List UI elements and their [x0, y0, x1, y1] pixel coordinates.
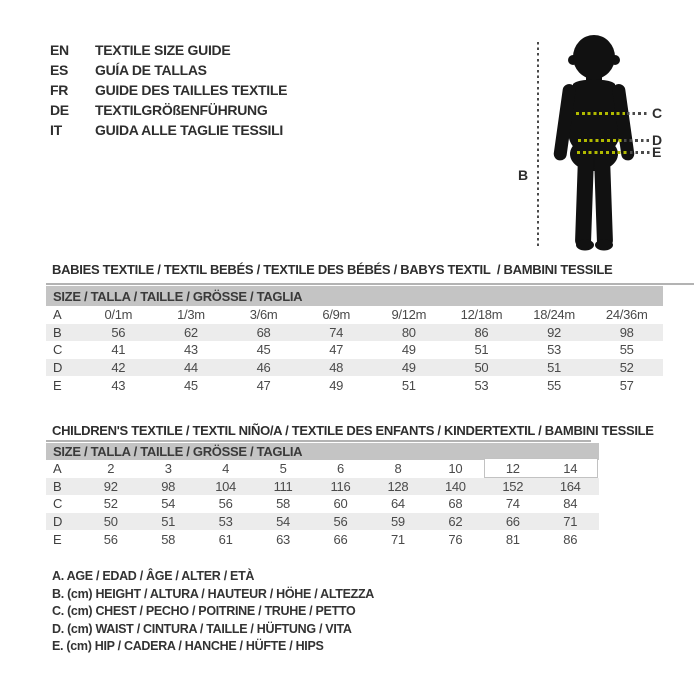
chest-measure-leader: [627, 112, 649, 115]
table-cell: 152: [502, 478, 524, 494]
table-cell: 51: [547, 360, 561, 376]
table-cell: 71: [563, 514, 578, 530]
table-cell: 140: [444, 478, 466, 494]
hip-measure-line: [577, 151, 628, 154]
table-cell: 3: [164, 461, 172, 477]
table-cell: 18/24m: [533, 307, 575, 323]
children-size-table: [46, 443, 599, 548]
hip-label: E: [652, 144, 662, 160]
table-cell: 51: [161, 514, 176, 530]
table-cell: 56: [333, 514, 348, 530]
table-row: [46, 495, 599, 513]
language-code: IT: [50, 122, 62, 138]
babies-table-rows: [46, 306, 663, 394]
table-row: [46, 460, 599, 478]
table-cell: 66: [505, 514, 520, 530]
table-cell: 50: [474, 360, 489, 376]
table-cell: 48: [329, 360, 344, 376]
language-code: EN: [50, 42, 69, 58]
height-label: B: [518, 167, 529, 183]
table-cell: 14: [563, 461, 578, 477]
table-cell: 55: [619, 342, 634, 358]
table-cell: 49: [401, 342, 416, 358]
table-cell: 81: [505, 531, 520, 547]
table-row: [46, 513, 599, 531]
table-cell: 52: [103, 496, 118, 512]
child-silhouette-figure: [515, 28, 695, 260]
table-cell: 0/1m: [104, 307, 133, 323]
legend-line: C. (cm) CHEST / PECHO / POITRINE / TRUHE / PETTO: [52, 604, 356, 619]
table-cell: 12/18m: [460, 307, 503, 323]
table-cell: 104: [215, 478, 236, 494]
row-label: D: [53, 360, 63, 376]
chest-measure-line: [576, 112, 625, 115]
table-cell: 64: [390, 496, 405, 512]
language-code: DE: [50, 102, 69, 118]
table-cell: 84: [563, 496, 578, 512]
measurement-legend: [52, 569, 374, 657]
table-cell: 10: [448, 461, 463, 477]
legend-line: E. (cm) HIP / CADERA / HANCHE / HÜFTE / HIPS: [52, 639, 324, 654]
table-cell: 47: [329, 342, 344, 358]
language-row: [50, 80, 287, 100]
language-label: TEXTILGRÖßENFÜHRUNG: [95, 102, 268, 118]
table-cell: 68: [256, 324, 271, 340]
table-cell: 9/12m: [391, 307, 427, 323]
hip-measure-leader: [630, 151, 650, 154]
row-label: D: [53, 514, 63, 530]
language-row: [50, 40, 287, 60]
table-cell: 43: [184, 342, 198, 358]
children-table-top-rule: [46, 440, 591, 442]
table-row: [46, 530, 599, 548]
table-cell: 164: [559, 478, 581, 494]
table-cell: 56: [111, 324, 126, 340]
babies-table-header: SIZE / TALLA / TAILLE / GRÖSSE / TAGLIA: [46, 286, 663, 306]
babies-size-table: [46, 286, 663, 394]
table-row: [46, 478, 599, 496]
children-table-rows: [46, 460, 599, 548]
table-cell: 54: [161, 496, 176, 512]
table-row: [46, 341, 663, 359]
table-cell: 92: [103, 478, 118, 494]
language-label: TEXTILE SIZE GUIDE: [95, 42, 231, 58]
babies-section-title: BABIES TEXTILE / TEXTIL BEBÉS / TEXTILE DES BÉBÉS / BABYS TEXTIL / BAMBINI TESSILE: [52, 262, 613, 277]
table-cell: 86: [563, 531, 578, 547]
chest-label: C: [652, 105, 663, 121]
table-cell: 8: [394, 461, 402, 477]
row-label: C: [53, 342, 63, 358]
table-cell: 45: [184, 377, 198, 393]
waist-measure-line: [578, 139, 622, 142]
table-cell: 12: [505, 461, 520, 477]
children-section-title: CHILDREN'S TEXTILE / TEXTIL NIÑO/A / TEXTILE DES ENFANTS / KINDERTEXTIL / BAMBINI TESSILE: [52, 423, 654, 438]
table-cell: 55: [547, 377, 561, 393]
table-cell: 1/3m: [177, 307, 205, 323]
table-cell: 53: [474, 377, 489, 393]
table-cell: 4: [222, 461, 230, 477]
row-label: B: [53, 324, 62, 340]
table-cell: 59: [390, 514, 405, 530]
row-label: E: [53, 377, 62, 393]
row-label: E: [53, 531, 62, 547]
legend-line: D. (cm) WAIST / CINTURA / TAILLE / HÜFTUNG / VITA: [52, 621, 352, 636]
table-cell: 6: [337, 461, 344, 477]
table-cell: 53: [218, 514, 233, 530]
table-cell: 98: [619, 324, 634, 340]
table-cell: 53: [547, 342, 561, 358]
table-cell: 24/36m: [605, 307, 648, 323]
language-row: [50, 100, 287, 120]
table-cell: 62: [184, 324, 198, 340]
waist-label: D: [652, 132, 663, 148]
table-cell: 57: [619, 377, 634, 393]
table-cell: 56: [218, 496, 233, 512]
table-cell: 58: [161, 531, 176, 547]
table-cell: 60: [333, 496, 348, 512]
table-cell: 45: [256, 342, 271, 358]
table-cell: 52: [619, 360, 634, 376]
table-cell: 54: [276, 514, 290, 530]
table-cell: 63: [276, 531, 290, 547]
table-cell: 44: [184, 360, 198, 376]
table-cell: 74: [329, 324, 344, 340]
table-cell: 6/9m: [322, 307, 351, 323]
table-cell: 74: [505, 496, 520, 512]
table-cell: 42: [111, 360, 126, 376]
table-cell: 56: [103, 531, 118, 547]
table-row: [46, 359, 663, 377]
language-code: FR: [50, 82, 69, 98]
table-cell: 51: [474, 342, 489, 358]
legend-line: A. AGE / EDAD / ÂGE / ALTER / ETÀ: [52, 569, 255, 583]
table-cell: 49: [329, 377, 344, 393]
row-label: A: [53, 307, 62, 323]
table-cell: 49: [401, 360, 416, 376]
table-cell: 2: [107, 461, 115, 477]
table-cell: 71: [390, 531, 405, 547]
language-code: ES: [50, 62, 69, 78]
table-cell: 43: [111, 377, 126, 393]
language-row: [50, 60, 287, 80]
row-label: B: [53, 478, 62, 494]
language-list: [50, 40, 287, 140]
table-cell: 111: [273, 478, 293, 494]
table-cell: 51: [401, 377, 416, 393]
table-cell: 86: [474, 324, 489, 340]
language-label: GUIDA ALLE TAGLIE TESSILI: [95, 122, 283, 138]
table-cell: 58: [276, 496, 290, 512]
table-cell: 76: [448, 531, 463, 547]
table-cell: 5: [279, 461, 287, 477]
legend-line: B. (cm) HEIGHT / ALTURA / HAUTEUR / HÖHE / ALTEZZA: [52, 586, 375, 601]
table-cell: 92: [547, 324, 561, 340]
table-cell: 41: [111, 342, 126, 358]
table-cell: 50: [103, 514, 118, 530]
table-cell: 46: [256, 360, 271, 376]
language-label: GUÍA DE TALLAS: [95, 62, 207, 78]
height-measure-line: [537, 42, 539, 248]
table-row: [46, 306, 663, 324]
table-row: [46, 376, 663, 394]
table-cell: 68: [448, 496, 463, 512]
table-cell: 98: [161, 478, 176, 494]
table-cell: 47: [256, 377, 271, 393]
child-silhouette: [535, 32, 655, 252]
table-cell: 116: [330, 478, 351, 494]
table-cell: 61: [218, 531, 233, 547]
row-label: C: [53, 496, 63, 512]
table-cell: 3/6m: [249, 307, 278, 323]
children-table-header: SIZE / TALLA / TAILLE / GRÖSSE / TAGLIA: [46, 443, 599, 460]
language-label: GUIDE DES TAILLES TEXTILE: [95, 82, 288, 98]
table-cell: 80: [401, 324, 416, 340]
waist-measure-leader: [624, 139, 649, 142]
row-label: A: [53, 461, 62, 477]
babies-table-top-rule: [46, 283, 694, 285]
table-row: [46, 324, 663, 342]
table-cell: 62: [448, 514, 463, 530]
table-cell: 66: [333, 531, 348, 547]
table-cell: 128: [387, 478, 409, 494]
language-row: [50, 120, 287, 140]
